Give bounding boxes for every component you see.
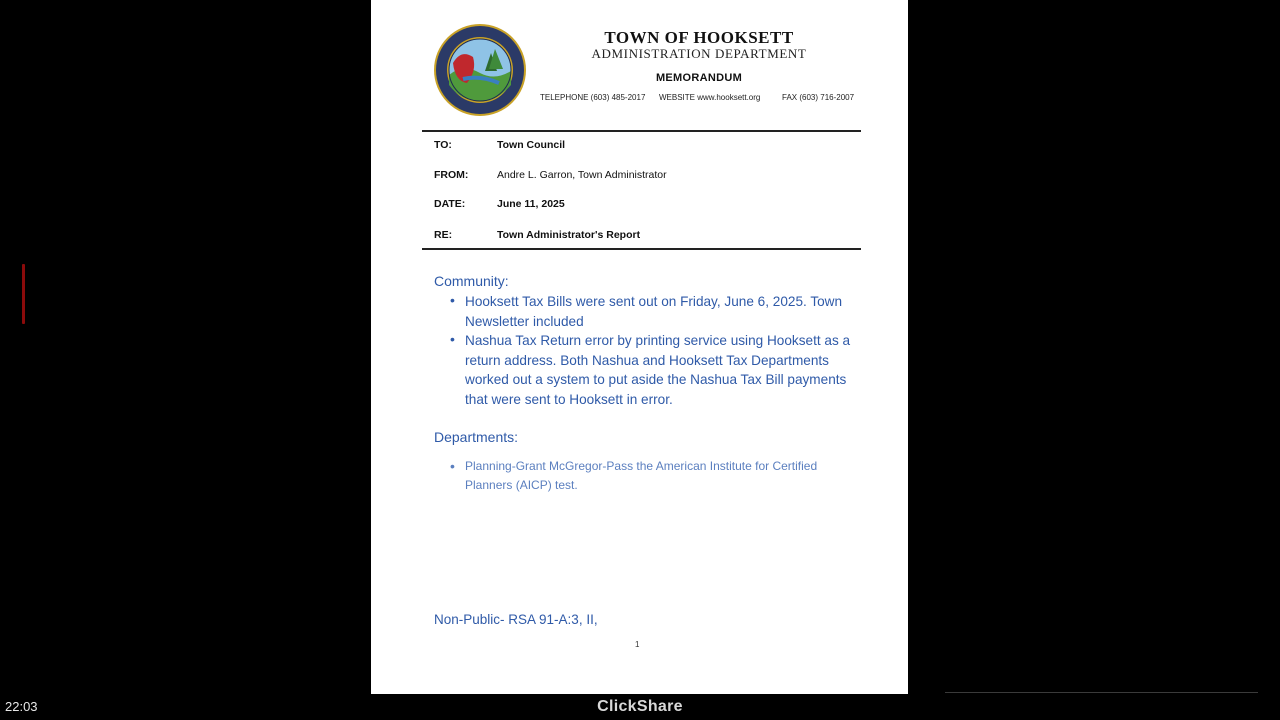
community-heading: Community: xyxy=(434,273,509,289)
departments-heading: Departments: xyxy=(434,429,519,445)
department-item: Planning-Grant McGregor-Pass the American Institute for Certified Planners (AICP) test. xyxy=(465,459,818,492)
to-value: Town Council xyxy=(497,139,566,151)
status-divider xyxy=(945,692,1258,693)
re-label: RE: xyxy=(434,229,453,241)
bullet: • xyxy=(450,458,455,474)
bullet: • xyxy=(450,331,455,347)
to-label: TO: xyxy=(434,139,452,151)
community-item: Nashua Tax Return error by printing service using Hooksett as a return address. Both Nashua and Hooksett Tax Departments worked out a system to put aside the Nashua Tax Bill payments that were sent to Hooksett in error. xyxy=(465,333,851,407)
from-value: Andre L. Garron, Town Administrator xyxy=(497,169,667,181)
non-public-note: Non-Public- RSA 91-A:3, II, xyxy=(434,612,598,627)
date-label: DATE: xyxy=(434,198,466,210)
contact-fax: FAX (603) 716-2007 xyxy=(782,93,855,102)
document-type: MEMORANDUM xyxy=(655,72,743,84)
clickshare-brand: ClickShare xyxy=(597,698,683,715)
contact-website: WEBSITE www.hooksett.org xyxy=(659,93,761,102)
left-edge-indicator xyxy=(22,264,25,324)
clock: 22:03 xyxy=(5,699,38,714)
org-title: TOWN OF HOOKSETT xyxy=(604,28,794,47)
contact-telephone: TELEPHONE (603) 485-2017 xyxy=(540,93,646,102)
date-value: June 11, 2025 xyxy=(497,198,565,210)
bullet: • xyxy=(450,292,455,308)
community-item: Hooksett Tax Bills were sent out on Friday, June 6, 2025. Town Newsletter included xyxy=(465,294,843,329)
department-name: ADMINISTRATION DEPARTMENT xyxy=(591,46,807,61)
document-page xyxy=(371,0,908,694)
re-value: Town Administrator's Report xyxy=(497,229,641,241)
header-top-rule xyxy=(422,130,861,132)
from-label: FROM: xyxy=(434,169,469,181)
town-seal-icon xyxy=(433,23,527,117)
header-bottom-rule xyxy=(422,248,861,250)
page-number: 1 xyxy=(635,640,640,649)
